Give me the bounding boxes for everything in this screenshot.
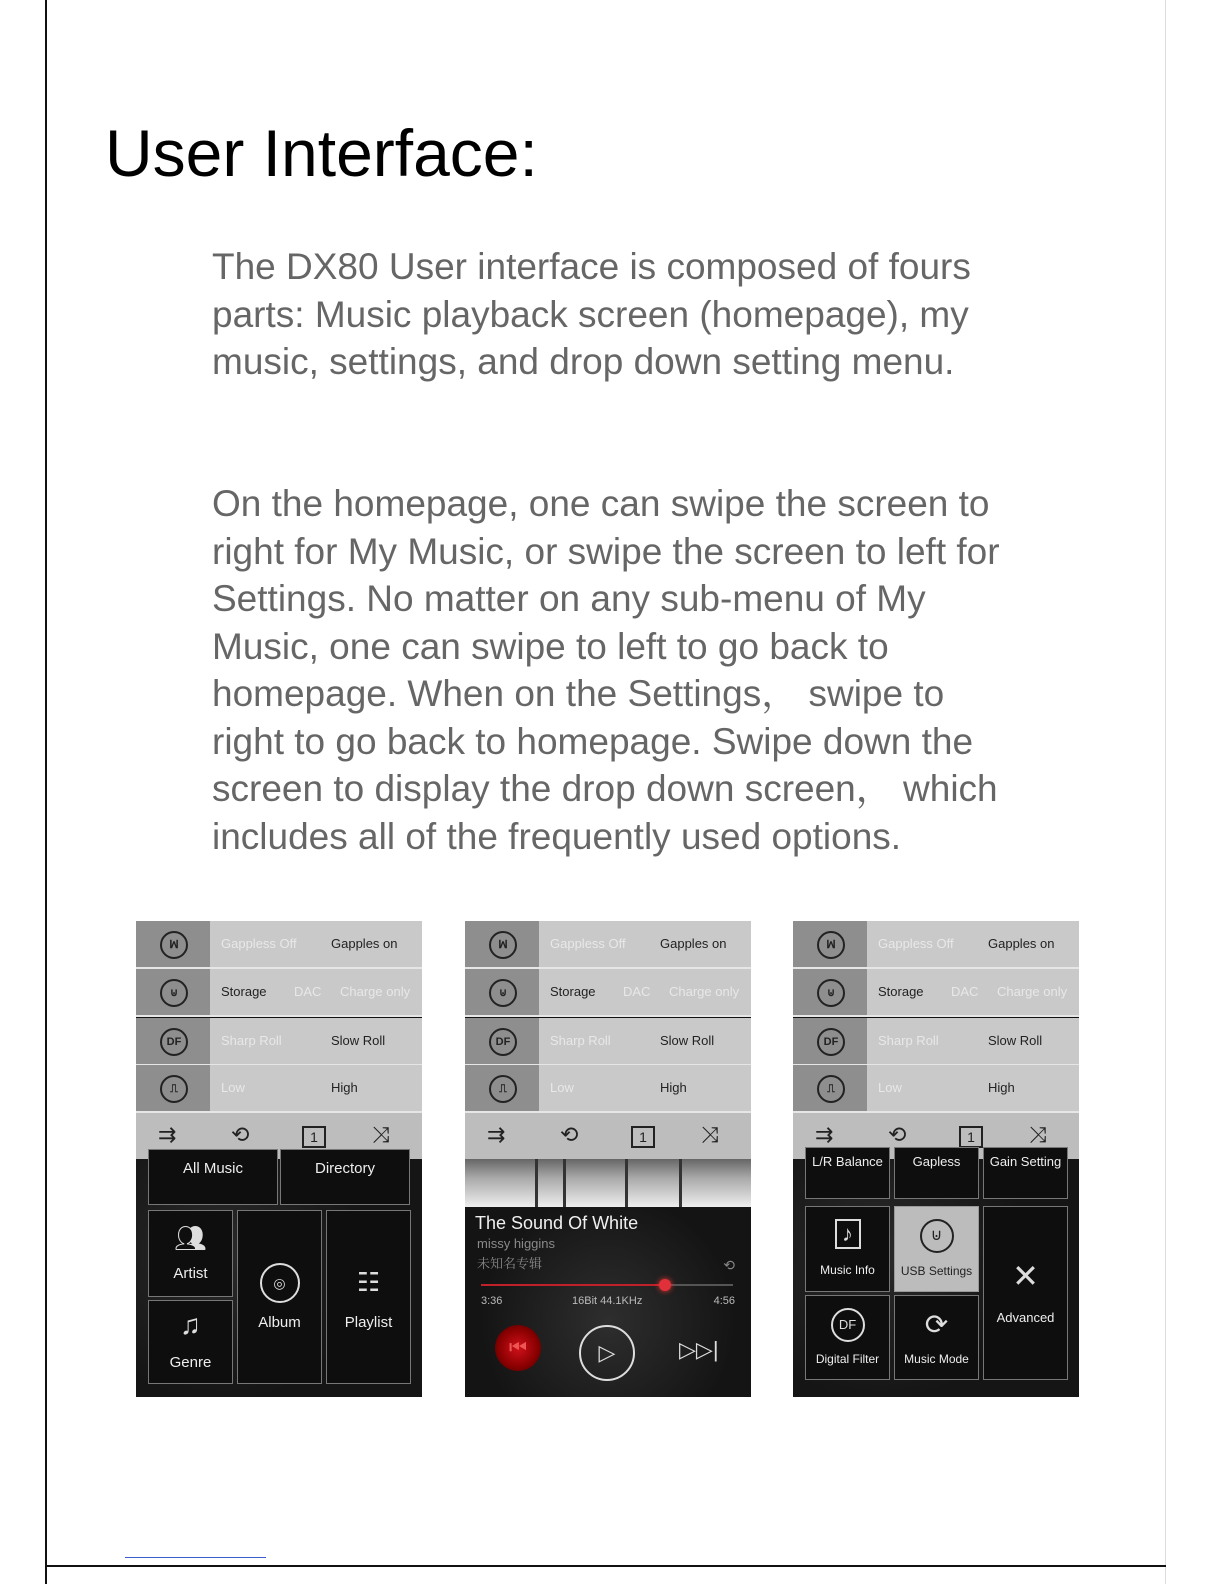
usb-icon: ⊍ [160,979,188,1007]
storage-option[interactable]: Storage [550,984,596,999]
shuffle-icon[interactable]: ⤨ [701,1122,719,1147]
dropdown-row-filter [136,1018,422,1066]
audio-format: 16Bit 44.1KHz [572,1295,643,1307]
music-info-tile[interactable] [805,1206,890,1292]
play-button[interactable]: ▷ [579,1325,635,1381]
filter-wave-icon: ꟽ [817,931,845,959]
tools-icon: ✕ [1012,1258,1039,1294]
intro-paragraph: The DX80 User interface is composed of fours parts: Music playback screen (homepage), my music, settings, and drop down setting menu. [212,246,971,382]
page-border-right [1165,0,1166,1584]
dropdown-row-gapless [465,921,751,969]
screenshot-my-music [136,921,422,1397]
page-border-bottom [45,1565,1166,1567]
advanced-tile[interactable] [983,1206,1068,1380]
artist-label: Artist [173,1265,208,1282]
dac-option[interactable]: DAC [294,984,322,999]
artist-icon: 👥︎ [173,1223,208,1253]
screenshot-settings [793,921,1079,1397]
music-note-icon: ♫ [180,1309,201,1340]
gapless-off-option[interactable]: Gappless Off [221,936,297,951]
gapless-on-option[interactable]: Gapples on [660,936,727,951]
music-info-icon: ♪ [835,1219,861,1249]
repeat-one-icon[interactable]: 1 [631,1126,655,1148]
total-time: 4:56 [713,1295,735,1307]
player-panel [465,1207,751,1397]
gain-low-option[interactable]: Low [878,1080,902,1095]
dropdown-row-gain [465,1065,751,1113]
elapsed-time: 3:36 [481,1295,503,1307]
page-title: User Interface: [105,116,538,190]
dac-option[interactable]: DAC [951,984,979,999]
filter-wave-icon: ꟽ [160,931,188,959]
gain-setting-label: Gain Setting [989,1154,1062,1169]
repeat-one-icon[interactable]: 1 [959,1126,983,1148]
shuffle-icon[interactable]: ⤨ [372,1122,390,1147]
sequence-icon[interactable]: ⇉ [158,1122,177,1147]
gapless-off-option[interactable]: Gappless Off [550,936,626,951]
screenshot-player [465,921,751,1397]
previous-track-button[interactable]: ⏮︎ [495,1325,541,1371]
slow-roll-option[interactable]: Slow Roll [331,1033,386,1048]
dropdown-row-usb [465,969,751,1017]
refresh-icon: ⟳ [924,1309,949,1340]
album-tile[interactable] [237,1210,322,1384]
repeat-icon[interactable]: ⟲ [723,1257,735,1273]
digital-filter-icon: DF [831,1308,865,1342]
genre-tile[interactable] [148,1300,233,1384]
playlist-tile[interactable] [326,1210,411,1384]
digital-filter-icon: DF [489,1028,517,1056]
dropdown-row-gapless [136,921,422,969]
navigation-paragraph: On the homepage, one can swipe the screen to right for My Music, or swipe the screen to left for Settings. No matter on any sub-menu of My Music, one can swipe to left to go back to homepage. When on the Settings， swipe to right to go back to homepage. Swipe down the screen to display the drop down screen， which includes all of the frequently used options. [212,483,1000,857]
gain-low-option[interactable]: Low [550,1080,574,1095]
storage-option[interactable]: Storage [878,984,924,999]
charge-only-option[interactable]: Charge only [997,984,1068,999]
sharp-roll-option[interactable]: Sharp Roll [878,1033,939,1048]
digital-filter-icon: DF [817,1028,845,1056]
charge-only-option[interactable]: Charge only [669,984,740,999]
song-title: The Sound Of White [475,1213,639,1233]
playlist-label: Playlist [344,1314,393,1331]
my-music-grid [136,1159,422,1397]
directory-label: Directory [314,1160,375,1177]
repeat-one-icon[interactable]: 1 [302,1126,326,1148]
dropdown-row-filter [793,1018,1079,1066]
gain-wave-icon: ⎍ [160,1075,188,1103]
dropdown-row-gain [136,1065,422,1113]
dropdown-row-usb [136,969,422,1017]
settings-grid [793,1154,1079,1397]
genre-label: Genre [169,1354,212,1371]
slow-roll-option[interactable]: Slow Roll [988,1033,1043,1048]
sequence-icon[interactable]: ⇉ [815,1122,834,1147]
dropdown-row-gapless [793,921,1079,969]
footer-link-line [125,1557,266,1558]
charge-only-option[interactable]: Charge only [340,984,411,999]
gapless-off-option[interactable]: Gappless Off [878,936,954,951]
music-info-label: Music Info [820,1263,875,1277]
gain-setting-tile[interactable] [983,1147,1068,1199]
play-mode-bar [465,1113,751,1159]
usb-settings-tile[interactable] [894,1206,979,1292]
gain-high-option[interactable]: High [331,1080,358,1095]
advanced-label: Advanced [996,1310,1055,1325]
gain-high-option[interactable]: High [988,1080,1015,1095]
progress-knob[interactable] [659,1279,671,1291]
album-name: 未知名专辑 [477,1256,543,1271]
repeat-all-icon[interactable]: ⟲ [231,1122,250,1147]
repeat-all-icon[interactable]: ⟲ [560,1122,579,1147]
sharp-roll-option[interactable]: Sharp Roll [550,1033,611,1048]
artist-tile[interactable] [148,1210,233,1297]
album-icon: ◎ [260,1263,300,1303]
next-track-button[interactable]: ▷▷| [679,1337,719,1362]
storage-option[interactable]: Storage [221,984,267,999]
dropdown-row-filter [465,1018,751,1066]
digital-filter-tile[interactable] [805,1295,890,1380]
gapless-on-option[interactable]: Gapples on [988,936,1055,951]
usb-settings-icon: ⊍ [920,1219,954,1253]
slow-roll-option[interactable]: Slow Roll [660,1033,715,1048]
gapless-label: Gapless [912,1154,961,1169]
digital-filter-icon: DF [160,1028,188,1056]
music-mode-tile[interactable] [894,1295,979,1380]
usb-icon: ⊍ [817,979,845,1007]
sharp-roll-option[interactable]: Sharp Roll [221,1033,282,1048]
page-border-left [45,0,47,1584]
album-label: Album [258,1314,301,1331]
progress-fill [481,1284,665,1286]
digital-filter-label: Digital Filter [815,1352,880,1366]
gain-low-option[interactable]: Low [221,1080,245,1095]
gain-wave-icon: ⎍ [817,1075,845,1103]
sequence-icon[interactable]: ⇉ [487,1122,506,1147]
album-art [465,1159,751,1207]
usb-icon: ⊍ [489,979,517,1007]
gapless-on-option[interactable]: Gapples on [331,936,398,951]
gain-wave-icon: ⎍ [489,1075,517,1103]
gapless-tile[interactable] [894,1147,979,1199]
all-music-tile[interactable] [148,1149,278,1205]
music-mode-label: Music Mode [904,1352,969,1366]
gain-high-option[interactable]: High [660,1080,687,1095]
filter-wave-icon: ꟽ [489,931,517,959]
lr-balance-tile[interactable] [805,1147,890,1199]
dropdown-row-usb [793,969,1079,1017]
directory-tile[interactable] [280,1149,410,1205]
repeat-all-icon[interactable]: ⟲ [888,1122,907,1147]
dropdown-row-gain [793,1065,1079,1113]
dac-option[interactable]: DAC [623,984,651,999]
lr-balance-label: L/R Balance [812,1154,883,1169]
shuffle-icon[interactable]: ⤨ [1029,1122,1047,1147]
usb-settings-label: USB Settings [900,1264,973,1278]
all-music-label: All Music [182,1160,243,1177]
playlist-icon: ☷ [356,1267,381,1297]
artist-name: missy higgins [477,1236,556,1251]
